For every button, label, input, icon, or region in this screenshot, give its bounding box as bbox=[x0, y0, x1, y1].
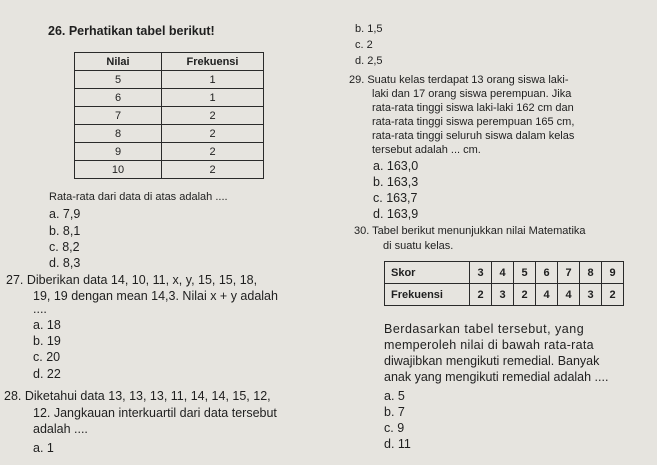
col-header-frekuensi: Frekuensi bbox=[162, 53, 264, 71]
cell-frekuensi: 2 bbox=[162, 125, 264, 143]
q29-line-5: rata-rata tinggi seluruh siswa dalam kelas bbox=[372, 130, 575, 142]
table-row bbox=[75, 125, 264, 143]
cell-skor: 7 bbox=[558, 262, 580, 284]
q26-question: Rata-rata dari data di atas adalah .... bbox=[49, 191, 228, 203]
q29-option-d[interactable]: d. 163,9 bbox=[373, 207, 419, 221]
cell-frekuensi: 2 bbox=[514, 284, 536, 306]
cell-nilai: 8 bbox=[75, 125, 162, 143]
cell-skor: 8 bbox=[580, 262, 602, 284]
cell-nilai: 9 bbox=[75, 143, 162, 161]
cell-nilai: 5 bbox=[75, 71, 162, 89]
q28-line-1: 28. Diketahui data 13, 13, 13, 11, 14, 14, 15, 12, bbox=[4, 389, 271, 403]
q30-score-table bbox=[384, 261, 624, 306]
row-label-frekuensi: Frekuensi bbox=[385, 284, 470, 306]
cell-skor: 5 bbox=[514, 262, 536, 284]
q29-option-c[interactable]: c. 163,7 bbox=[373, 191, 418, 205]
q30-option-b[interactable]: b. 7 bbox=[384, 405, 405, 419]
cell-frekuensi: 1 bbox=[162, 89, 264, 107]
cell-frekuensi: 4 bbox=[558, 284, 580, 306]
q26-option-b[interactable]: b. 8,1 bbox=[49, 224, 81, 238]
cell-nilai: 6 bbox=[75, 89, 162, 107]
q27-option-b[interactable]: b. 19 bbox=[33, 334, 61, 348]
q29-option-b[interactable]: b. 163,3 bbox=[373, 175, 419, 189]
cell-frekuensi: 3 bbox=[492, 284, 514, 306]
q26-option-a[interactable]: a. 7,9 bbox=[49, 207, 81, 221]
q26-data-table bbox=[74, 52, 264, 179]
q29-line-6: tersebut adalah ... cm. bbox=[372, 144, 481, 156]
q27-option-a[interactable]: a. 18 bbox=[33, 318, 61, 332]
q30-para-4: anak yang mengikuti remedial adalah .... bbox=[384, 370, 609, 384]
q27-line-2: 19, 19 dengan mean 14,3. Nilai x + y adalah bbox=[33, 289, 278, 303]
cell-skor: 9 bbox=[602, 262, 624, 284]
table-row bbox=[75, 161, 264, 179]
q30-para-2: memperoleh nilai di bawah rata-rata bbox=[384, 338, 594, 352]
q28-line-2: 12. Jangkauan interkuartil dari data tersebut bbox=[33, 406, 277, 420]
table-row bbox=[75, 89, 264, 107]
cell-frekuensi: 2 bbox=[162, 161, 264, 179]
cell-skor: 4 bbox=[492, 262, 514, 284]
cell-nilai: 7 bbox=[75, 107, 162, 125]
cell-frekuensi: 2 bbox=[602, 284, 624, 306]
q27-option-c[interactable]: c. 20 bbox=[33, 350, 61, 364]
table-row bbox=[75, 71, 264, 89]
col-header-nilai: Nilai bbox=[75, 53, 162, 71]
cell-skor: 3 bbox=[470, 262, 492, 284]
q30-option-d[interactable]: d. 11 bbox=[384, 437, 411, 451]
table-row-frekuensi bbox=[385, 284, 624, 306]
q27-line-1: 27. Diberikan data 14, 10, 11, x, y, 15, 15, 18, bbox=[6, 273, 258, 287]
cell-frekuensi: 2 bbox=[470, 284, 492, 306]
q30-option-c[interactable]: c. 9 bbox=[384, 421, 405, 435]
q29-line-2: laki dan 17 orang siswa perempuan. Jika bbox=[372, 88, 572, 100]
q28-line-3: adalah .... bbox=[33, 422, 88, 436]
q25-option-d[interactable]: d. 2,5 bbox=[355, 55, 383, 67]
q30-para-1: Berdasarkan tabel tersebut, yang bbox=[384, 322, 585, 336]
cell-skor: 6 bbox=[536, 262, 558, 284]
cell-frekuensi: 3 bbox=[580, 284, 602, 306]
q29-line-1: 29. Suatu kelas terdapat 13 orang siswa laki- bbox=[349, 74, 569, 86]
cell-frekuensi: 1 bbox=[162, 71, 264, 89]
q30-line-1: 30. Tabel berikut menunjukkan nilai Matematika bbox=[354, 225, 586, 237]
table-row bbox=[75, 107, 264, 125]
q29-line-4: rata-rata tinggi siswa perempuan 165 cm, bbox=[372, 116, 575, 128]
table-row-skor bbox=[385, 262, 624, 284]
q30-line-2: di suatu kelas. bbox=[383, 240, 454, 252]
q26-heading: 26. Perhatikan tabel berikut! bbox=[48, 24, 215, 38]
q30-option-a[interactable]: a. 5 bbox=[384, 389, 405, 403]
q29-line-3: rata-rata tinggi siswa laki-laki 162 cm dan bbox=[372, 102, 574, 114]
q25-option-b[interactable]: b. 1,5 bbox=[355, 23, 383, 35]
q27-line-3: .... bbox=[33, 302, 47, 316]
table-row bbox=[75, 143, 264, 161]
q28-option-a[interactable]: a. 1 bbox=[33, 441, 54, 455]
q29-option-a[interactable]: a. 163,0 bbox=[373, 159, 419, 173]
q25-option-c[interactable]: c. 2 bbox=[355, 39, 373, 51]
cell-frekuensi: 2 bbox=[162, 107, 264, 125]
cell-frekuensi: 2 bbox=[162, 143, 264, 161]
q26-option-d[interactable]: d. 8,3 bbox=[49, 256, 81, 270]
q30-para-3: diwajibkan mengikuti remedial. Banyak bbox=[384, 354, 600, 368]
q27-option-d[interactable]: d. 22 bbox=[33, 367, 61, 381]
cell-frekuensi: 4 bbox=[536, 284, 558, 306]
row-label-skor: Skor bbox=[385, 262, 470, 284]
q26-option-c[interactable]: c. 8,2 bbox=[49, 240, 80, 254]
cell-nilai: 10 bbox=[75, 161, 162, 179]
